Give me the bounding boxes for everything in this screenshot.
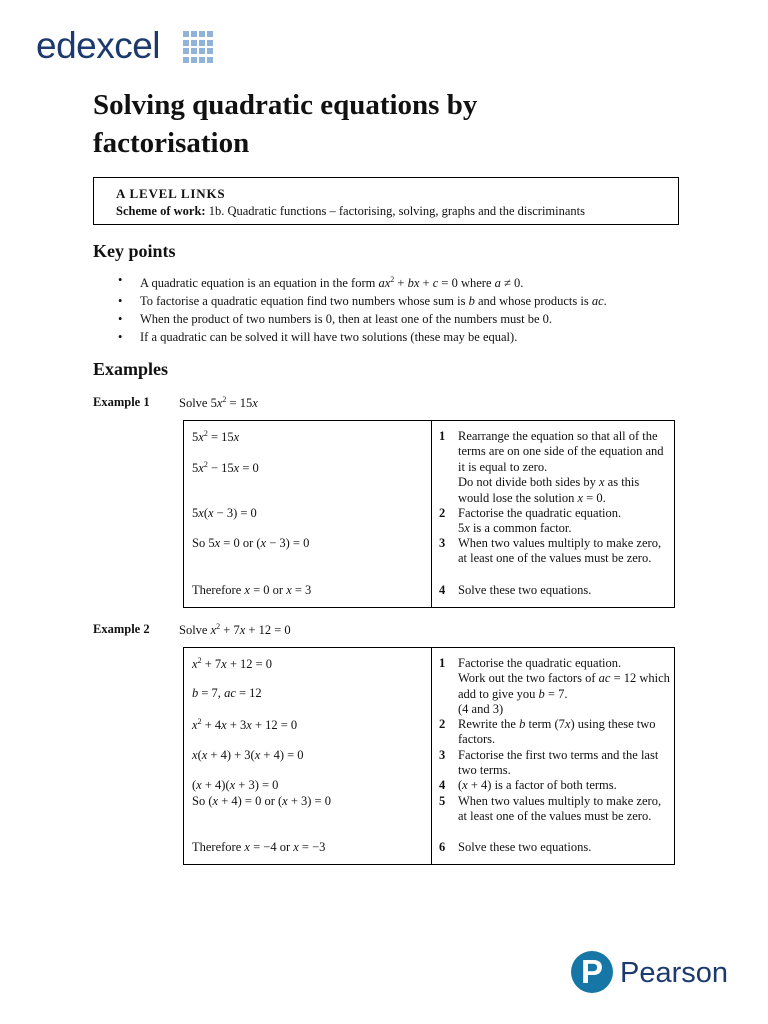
working-line: $5x^2 = 15x$: [192, 429, 240, 445]
working-line: $5x^2 - 15x = 0$: [192, 460, 259, 476]
step-note: Rearrange the equation so that all of the terms are on one side of the equation and it is equal to zero. Do not divide both sides by x as this would lose the solution x = 0.: [458, 429, 664, 505]
scheme-of-work-line: [116, 204, 585, 219]
step-note: Solve these two equations.: [458, 840, 592, 854]
step-number: 5: [439, 794, 446, 808]
working-line: So (x + 4) = 0 or (x + 3) = 0: [192, 794, 331, 808]
example-2-question: Solve $x^2 + 7x + 12 = 0$: [179, 622, 291, 638]
step-note: Factorise the first two terms and the last two terms.: [458, 748, 659, 778]
page-title: [93, 86, 693, 162]
step-number: 4: [439, 778, 446, 792]
working-line: Therefore x = −4 or x = −3: [192, 840, 326, 854]
working-line: So 5x = 0 or (x − 3) = 0: [192, 536, 310, 550]
example-1-divider: [431, 421, 432, 607]
step-number: 6: [439, 840, 446, 854]
example-1-box: [183, 420, 675, 608]
example-1-label: Example 1: [93, 395, 150, 409]
edexcel-logo-grid-icon: [183, 31, 215, 63]
step-number: 3: [439, 748, 446, 762]
step-note: Rewrite the b term (7x) using these two factors.: [458, 717, 656, 747]
working-line: b = 7, ac = 12: [192, 686, 262, 700]
step-note: When two values multiply to make zero, at least one of the values must be zero.: [458, 794, 662, 824]
key-point-item: • When the product of two numbers is 0, then at least one of the numbers must be 0.: [118, 310, 738, 328]
key-point-item: • To factorise a quadratic equation find two numbers whose sum is b and whose products is ac.: [118, 292, 738, 310]
step-note: Solve these two equations.: [458, 583, 592, 597]
step-note: When two values multiply to make zero, at least one of the values must be zero.: [458, 536, 662, 566]
working-line: (x + 4)(x + 3) = 0: [192, 778, 279, 792]
step-number: 1: [439, 429, 446, 443]
scheme-of-work-text: 1b. Quadratic functions – factorising, solving, graphs and the discriminants: [205, 204, 586, 218]
step-number: 2: [439, 506, 446, 520]
working-line: 5x(x − 3) = 0: [192, 506, 257, 520]
examples-heading: Examples: [93, 359, 169, 379]
edexcel-logo: edexcel: [36, 25, 161, 66]
key-point-item: • If a quadratic can be solved it will have two solutions (these may be equal).: [118, 328, 738, 346]
example-2-label: Example 2: [93, 622, 150, 636]
working-line: Therefore x = 0 or x = 3: [192, 583, 312, 597]
step-number: 1: [439, 656, 446, 670]
pearson-logo-initial: P: [581, 953, 604, 990]
step-note: Factorise the quadratic equation. Work out the two factors of ac = 12 which add to give you b = 7. (4 and 3): [458, 656, 670, 717]
key-points-list: [118, 271, 738, 346]
example-2-box: [183, 647, 675, 865]
example-1-question: Solve $5x^2 = 15x$: [179, 395, 258, 411]
working-line: $x^2 + 4x + 3x + 12 = 0$: [192, 717, 298, 733]
step-note: Factorise the quadratic equation. 5x is a common factor.: [458, 506, 622, 536]
step-number: 3: [439, 536, 446, 550]
pearson-logo-text: Pearson: [620, 957, 729, 989]
key-point-item: • A quadratic equation is an equation in the form $ax^2$ + bx + c = 0 where a ≠ 0.: [118, 271, 738, 292]
step-number: 4: [439, 583, 446, 597]
key-points-heading: Key points: [93, 241, 176, 261]
working-line: $x^2 + 7x + 12 = 0$: [192, 656, 273, 672]
step-note: (x + 4) is a factor of both terms.: [458, 778, 617, 792]
page-title-line-1: Solving quadratic equations by: [93, 89, 478, 121]
example-2-divider: [431, 648, 432, 864]
page-title-line-2: factorisation: [93, 127, 250, 159]
working-line: x(x + 4) + 3(x + 4) = 0: [192, 748, 304, 762]
step-number: 2: [439, 717, 446, 731]
scheme-of-work-label: Scheme of work:: [116, 204, 206, 218]
a-level-links-box: [93, 177, 679, 225]
a-level-links-heading: A LEVEL LINKS: [116, 186, 226, 201]
